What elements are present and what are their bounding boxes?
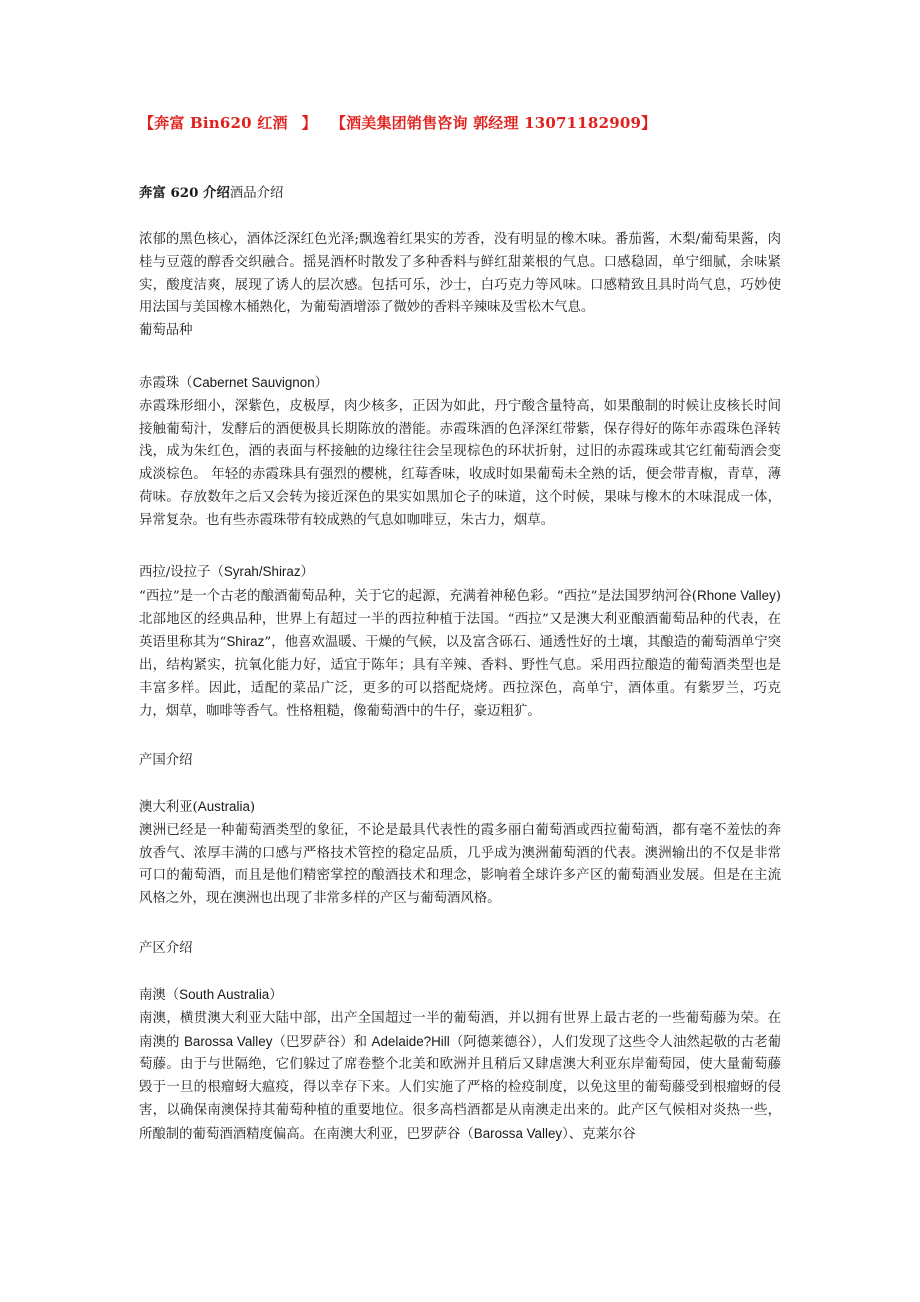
- cabernet-heading-en: Cabernet Sauvignon: [192, 375, 315, 390]
- header-bracket-close-2: 】: [641, 114, 657, 132]
- header-product-name: 奔富 Bin620 红酒: [154, 114, 288, 132]
- australia-heading-en: Australia: [197, 799, 250, 814]
- syrah-text-en-2: Shiraz: [226, 634, 265, 650]
- australia-paragraph: 澳洲已经是一种葡萄酒类型的象征，不论是最具代表性的霞多丽白葡萄酒或西拉葡萄酒，都有毫不羞怯的奔放香气、浓厚丰满的口感与严格技术管控的稳定品质，几乎成为澳洲葡萄酒的代表。澳洲输出的不仅是非常可口的葡萄酒，而且是他们精密掌控的酿酒技术和理念，影响着全球许多产区的葡萄酒业发展。但是在主流风格之外，现在澳洲也出现了非常多样的产区与葡萄酒风格。: [139, 822, 781, 907]
- australia-heading: [139, 796, 781, 820]
- cabernet-heading-close: ）: [314, 376, 329, 391]
- south-australia-heading-close: ）: [269, 988, 283, 1003]
- cabernet-heading-cn: 赤霞珠（: [139, 376, 193, 391]
- cabernet-heading: [139, 372, 781, 396]
- australia-section: [139, 796, 781, 911]
- intro-paragraph: 浓郁的黑色核心，酒体泛深红色光泽;飘逸着红果实的芳香，没有明显的橡木味。番茄酱，木梨/葡萄果酱，肉桂与豆蔻的醇香交织融合。摇晃酒杯时散发了多种香料与鲜红甜莱根的气息。口感稳固，单宁细腻，余味紧实，酸度洁爽，展现了诱人的层次感。包括可乐，沙士，白巧克力等风味。口感精致且具时尚气息，巧妙使用法国与美国橡木桶熟化，为葡萄酒增添了微妙的香料辛辣味及雪松木气息。: [139, 232, 781, 316]
- header-bracket-open: 【: [139, 114, 155, 132]
- sa-text-en-2: Adelaide?Hill: [371, 1033, 450, 1049]
- country-heading: 产国介绍: [139, 753, 193, 768]
- header-sales-contact: 酒美集团销售咨询 郭经理 13071182909: [346, 114, 642, 132]
- syrah-paragraph: [139, 585, 781, 724]
- australia-heading-close: ): [249, 800, 256, 815]
- syrah-section: [139, 561, 781, 724]
- intro-title: [139, 182, 283, 206]
- sa-text-en-3: Barossa Valley: [473, 1125, 563, 1141]
- australia-heading-cn: 澳大利亚(: [139, 800, 198, 815]
- south-australia-section: [139, 984, 781, 1147]
- syrah-heading-cn: 西拉/设拉子（: [139, 565, 224, 580]
- intro-paragraph-block: [139, 229, 781, 343]
- header-bracket-open-2: 【: [330, 114, 347, 132]
- cabernet-paragraph: 赤霞珠形细小，深紫色，皮极厚，肉少核多，正因为如此，丹宁酸含量特高，如果酿制的时候让皮核长时间接触葡萄汁，发酵后的酒便极具长期陈放的潜能。赤霞珠酒的色泽深红带紫，保存得好的陈年赤霞珠色泽转浅，成为朱红色，酒的表面与杯接触的边缘往往会呈现棕色的环状折射，过旧的赤霞珠或其它红葡萄酒会变成淡棕色。 年轻的赤霞珠具有强烈的樱桃，红莓香味，收成时如果葡萄未全熟的话，便会带青椒，青草，薄荷味。存放数年之后又会转为接近深色的果实如黑加仑子的味道，这个时候，果味与橡木的木味混成一体，异常复杂。也有些赤霞珠带有较成熟的气息如咖啡豆，朱古力，烟草。: [139, 398, 781, 528]
- syrah-text-3: ”，他喜欢温暖、干燥的气候，以及富含砾石、通透性好的土壤，其酿造的葡萄酒单宁突出，结构紧实，抗氧化能力好，适宜于陈年；具有辛辣、香料、野性气息。采用西拉酿造的葡萄酒类型也是丰富多样。因此，适配的菜品广泛，更多的可以搭配烧烤。西拉深色，高单宁，酒体重。有紫罗兰，巧克力，烟草，咖啡等香气。性格粗糙，像葡萄酒中的牛仔，豪迈粗犷。: [139, 635, 781, 719]
- intro-title-rest: 酒品介绍: [229, 186, 284, 201]
- document-header: [139, 112, 656, 133]
- south-australia-heading-cn: 南澳（: [139, 988, 180, 1003]
- grape-variety-heading: 葡萄品种: [139, 323, 193, 339]
- intro-title-bold: 奔富 620 介绍: [139, 185, 230, 201]
- syrah-text-en-1: Rhone Valley: [697, 587, 776, 603]
- sa-text-en-1: Barossa Valley: [183, 1033, 273, 1049]
- region-heading: 产区介绍: [139, 941, 193, 956]
- cabernet-section: [139, 372, 781, 533]
- syrah-text-1: “西拉”是一个古老的酿酒葡萄品种，关于它的起源，充满着神秘色彩。“西拉”是法国罗纳河谷(: [139, 588, 698, 604]
- syrah-heading-close: ）: [300, 565, 314, 580]
- sa-text-1: 南澳，横贯澳大利亚大陆中部，出产全国超过一半的葡萄酒，并以拥有世界上最古老的一些葡萄藤为荣。在南澳的: [139, 1010, 781, 1050]
- syrah-heading-en: Syrah/Shiraz: [223, 564, 301, 579]
- sa-text-4: ）、克莱尔谷: [562, 1126, 636, 1142]
- sa-text-2: （巴罗萨谷）和: [272, 1034, 372, 1050]
- south-australia-heading-en: South Australia: [179, 987, 270, 1002]
- syrah-text-2: )北部地区的经典品种，世界上有超过一半的西拉种植于法国。“西拉”又是澳大利亚酿酒葡萄品种的代表，在英语里称其为“: [139, 588, 781, 651]
- south-australia-paragraph: [139, 1008, 781, 1147]
- header-bracket-close: 】: [301, 114, 317, 132]
- sa-text-3: （阿德莱德谷），人们发现了这些令人油然起敬的古老葡萄藤。由于与世隔绝，它们躲过了席卷整个北美和欧洲并且稍后又肆虐澳大利亚东岸葡萄园，使大量葡萄藤毁于一旦的根瘤蚜大瘟疫，得以幸存下来。人们实施了严格的检疫制度，以免这里的葡萄藤受到根瘤蚜的侵害，以确保南澳保持其葡萄种植的重要地位。很多高档酒都是从南澳走出来的。此产区气候相对炎热一些，所酿制的葡萄酒酒精度偏高。在南澳大利亚，巴罗萨谷（: [139, 1034, 781, 1142]
- syrah-heading: [139, 561, 781, 585]
- south-australia-heading: [139, 984, 781, 1008]
